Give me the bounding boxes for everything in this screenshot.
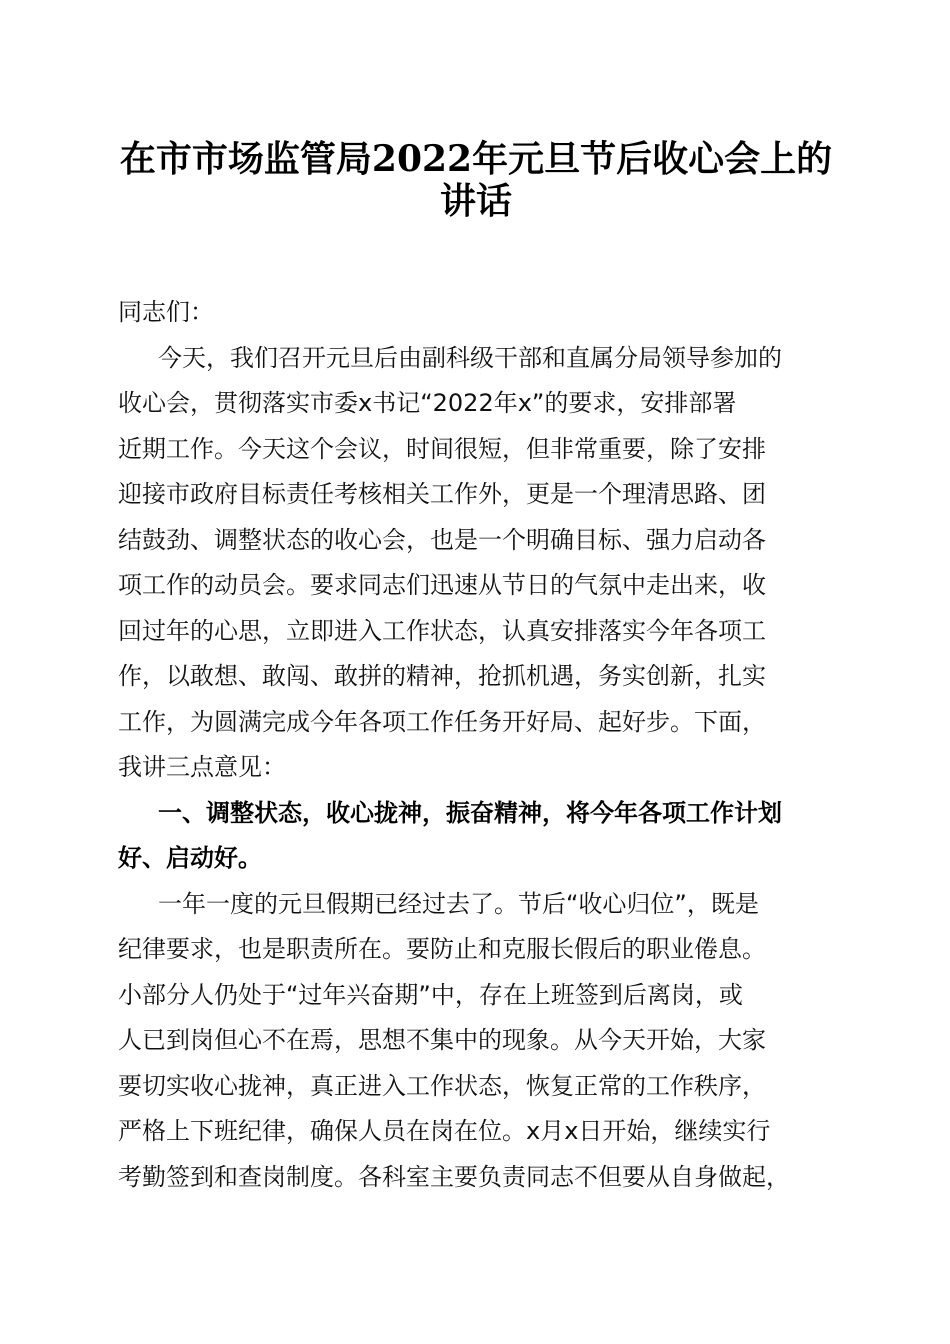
paragraph-2-line: 纪律要求，也是职责所在。要防止和克服长假后的职业倦息。 <box>118 935 766 963</box>
paragraph-1 <box>118 336 834 791</box>
title-line-1: 在市市场监管局2022年元旦节后收心会上的 <box>119 138 833 180</box>
paragraph-1-line: 今天，我们召开元旦后由副科级干部和直属分局领导参加的 <box>158 343 782 372</box>
paragraph-1-line: 迎接市政府目标责任考核相关工作外，更是一个理清思路、团 <box>118 480 766 508</box>
title-line-2: 讲话 <box>439 180 512 222</box>
section-heading-1 <box>118 791 834 882</box>
section-heading-line: 好、启动好。 <box>118 844 262 872</box>
document-title <box>118 138 834 222</box>
paragraph-2 <box>118 882 834 1201</box>
paragraph-2-line: 考勤签到和查岗制度。各科室主要负责同志不但要从自身做起， <box>118 1162 790 1191</box>
paragraph-1-line: 回过年的心思，立即进入工作状态，认真安排落实今年各项工 <box>118 616 766 645</box>
paragraph-1-line: 工作，为圆满完成今年各项工作任务开好局、起好步。下面， <box>118 707 766 736</box>
paragraph-2-line: 严格上下班纪律，确保人员在岗在位。x月x日开始，继续实行 <box>118 1117 771 1145</box>
paragraph-1-line: 结鼓劲、调整状态的收心会，也是一个明确目标、强力启动各 <box>118 525 766 554</box>
paragraph-1-line: 作，以敢想、敢闯、敢拼的精神，抢抓机遇，务实创新，扎实 <box>118 662 766 690</box>
salutation: 同志们： <box>118 298 214 326</box>
paragraph-2-line: 要切实收心拢神，真正进入工作状态，恢复正常的工作秩序， <box>118 1071 766 1100</box>
paragraph-2-line: 一年一度的元旦假期已经过去了。节后“收心归位”，既是 <box>158 889 759 918</box>
document-body <box>118 290 834 1200</box>
document-page <box>118 0 834 1200</box>
paragraph-1-line: 项工作的动员会。要求同志们迅速从节日的气氛中走出来，收 <box>118 571 766 599</box>
paragraph-2-line: 小部分人仍处于“过年兴奋期”中，存在上班签到后离岗，或 <box>118 980 743 1009</box>
paragraph-1-line: 我讲三点意见： <box>118 753 286 781</box>
paragraph-1-line: 近期工作。今天这个会议，时间很短，但非常重要，除了安排 <box>118 434 766 463</box>
section-heading-line: 一、调整状态，收心拢神，振奋精神，将今年各项工作计划 <box>158 798 782 827</box>
paragraph-2-line: 人已到岗但心不在焉，思想不集中的现象。从今天开始，大家 <box>118 1026 766 1054</box>
paragraph-1-line: 收心会，贯彻落实市委x书记“2022年x”的要求，安排部署 <box>118 389 737 417</box>
